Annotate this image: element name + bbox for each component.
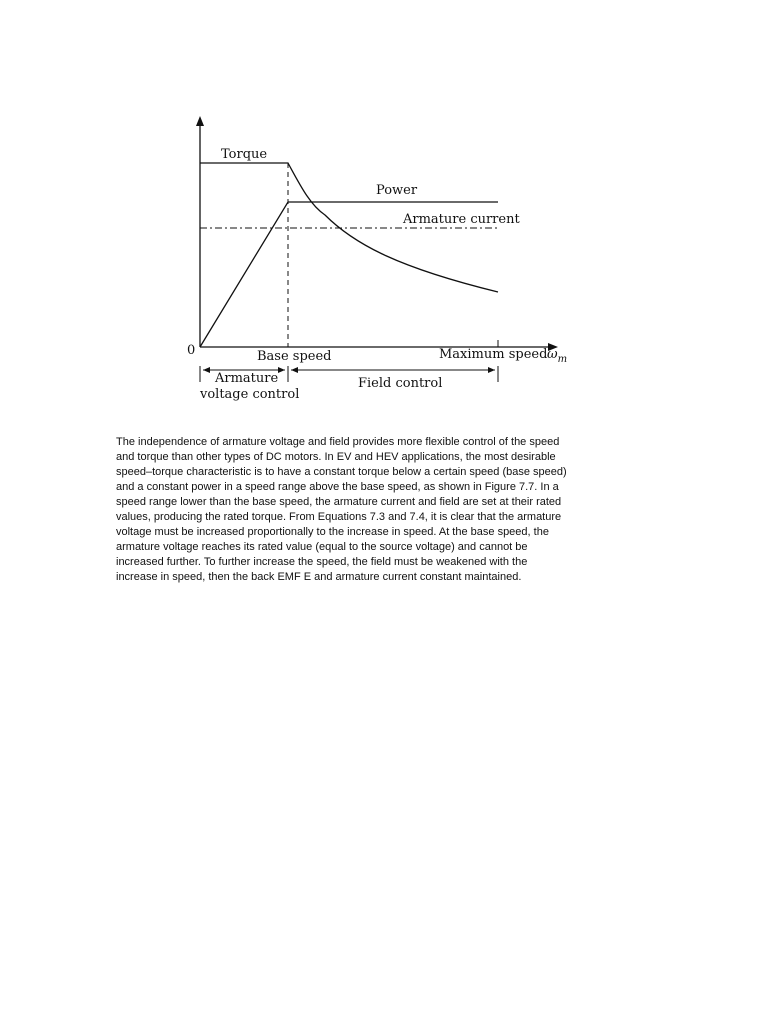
paragraph-line-6: values, producing the rated torque. From Equations 7.3 and 7.4, it is clear that the armature bbox=[116, 511, 562, 523]
paragraph-line-7: voltage must be increased proportionally to the increase in speed. At the base speed, the bbox=[116, 526, 549, 538]
paragraph-line-9: increased further. To further increase the speed, the field must be weakened with the bbox=[116, 556, 528, 568]
paragraph-line-3: speed–torque characteristic is to have a constant torque below a certain speed (base speed) bbox=[116, 466, 567, 478]
omega-symbol: $\omega_m$ bbox=[547, 347, 568, 365]
y-axis-arrowhead bbox=[196, 116, 204, 126]
torque-label: Torque bbox=[221, 147, 268, 162]
paragraph-line-2: and torque than other types of DC motors. In EV and HEV applications, the most desirable bbox=[116, 451, 556, 463]
paragraph-line-8: armature voltage reaches its rated value (equal to the source voltage) and cannot be bbox=[116, 541, 528, 553]
armature-current-label: Armature current bbox=[403, 212, 520, 227]
field-control-label: Field control bbox=[358, 376, 443, 391]
armature-voltage-control-label-1: Armature bbox=[215, 371, 279, 386]
armature-voltage-control-label-2: voltage control bbox=[200, 387, 300, 402]
power-label: Power bbox=[376, 183, 418, 198]
paragraph-line-5: speed range lower than the base speed, the armature current and field are set at their rated bbox=[116, 496, 562, 508]
body-paragraph bbox=[116, 435, 606, 585]
paragraph-line-10: increase in speed, then the back EMF E and armature current constant maintained. bbox=[116, 571, 522, 583]
omega-subscript: m bbox=[557, 354, 568, 365]
base-speed-label: Base speed bbox=[257, 349, 332, 364]
maximum-speed-label: Maximum speed bbox=[439, 347, 548, 362]
paragraph-line-4: and a constant power in a speed range above the base speed, as shown in Figure 7.7. In a bbox=[116, 481, 559, 493]
speed-torque-figure bbox=[0, 0, 768, 420]
origin-label: 0 bbox=[187, 343, 196, 358]
paragraph-line-1: The independence of armature voltage and field provides more flexible control of the speed bbox=[116, 436, 560, 448]
